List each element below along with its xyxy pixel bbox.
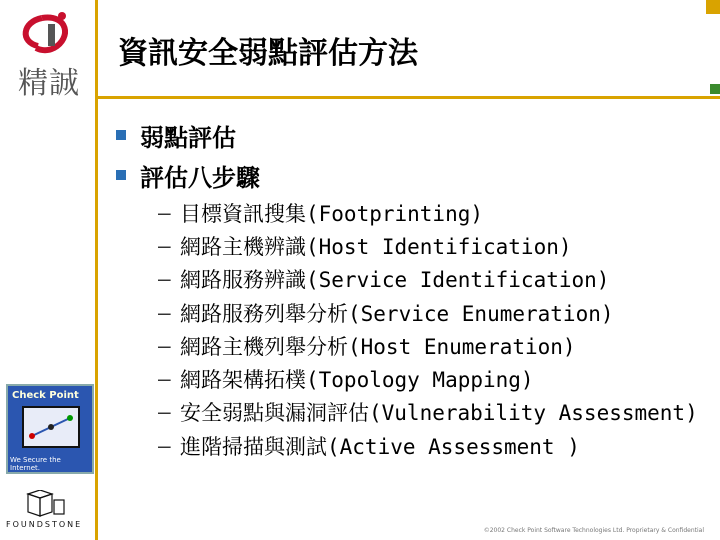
step-text: 網路主機辨識(Host Identification) (180, 234, 572, 259)
step-item (158, 263, 698, 296)
dash-icon: – (158, 433, 171, 458)
dash-icon: – (158, 367, 171, 392)
bullet-text: 評估八步驟 (140, 162, 260, 192)
step-item (158, 329, 698, 362)
corner-decoration-green (710, 84, 720, 94)
logo-mark-icon (10, 8, 88, 60)
monitor-icon (22, 406, 80, 448)
dash-icon: – (158, 267, 171, 292)
step-text: 網路架構拓樸(Topology Mapping) (180, 368, 534, 393)
step-text: 網路主機列舉分析(Host Enumeration) (180, 334, 576, 359)
step-text: 網路服務辨識(Service Identification) (180, 268, 610, 293)
checkpoint-title: Check Point (12, 390, 79, 401)
step-text: 目標資訊搜集(Footprinting) (180, 201, 484, 226)
logo-text: 精誠 (18, 66, 80, 101)
corner-decoration (706, 0, 720, 14)
step-item (158, 196, 698, 229)
footer-copyright: ©2002 Check Point Software Technologies Ltd. Proprietary & Confidential (483, 527, 704, 534)
step-text: 網路服務列舉分析(Service Enumeration) (180, 301, 614, 326)
step-list (158, 196, 698, 462)
checkpoint-tagline: We Secure the Internet. (10, 456, 61, 472)
page-title: 資訊安全弱點評估方法 (118, 36, 418, 71)
company-logo (10, 8, 88, 101)
bullet-item (116, 115, 260, 155)
step-text: 安全弱點與漏洞評估(Vulnerability Assessment) (180, 401, 698, 426)
dash-icon: – (158, 200, 171, 225)
title-divider (98, 96, 720, 99)
step-text: 進階掃描與測試(Active Assessment ) (180, 434, 580, 459)
step-item (158, 229, 698, 262)
dash-icon: – (158, 233, 171, 258)
dash-icon: – (158, 400, 171, 425)
foundstone-mark-icon (10, 490, 90, 520)
bullet-text: 弱點評估 (140, 122, 236, 152)
checkpoint-logo (6, 384, 94, 474)
foundstone-label: FOUNDSTONE (6, 520, 83, 529)
dash-icon: – (158, 333, 171, 358)
network-graphic-icon (24, 408, 78, 446)
step-item (158, 429, 698, 462)
bullet-item (116, 155, 260, 195)
bullet-square-icon (116, 170, 126, 180)
step-item (158, 296, 698, 329)
step-item (158, 396, 698, 429)
sidebar-divider (95, 0, 98, 540)
bullet-square-icon (116, 130, 126, 140)
step-item (158, 362, 698, 395)
bullet-list (116, 115, 260, 195)
dash-icon: – (158, 300, 171, 325)
